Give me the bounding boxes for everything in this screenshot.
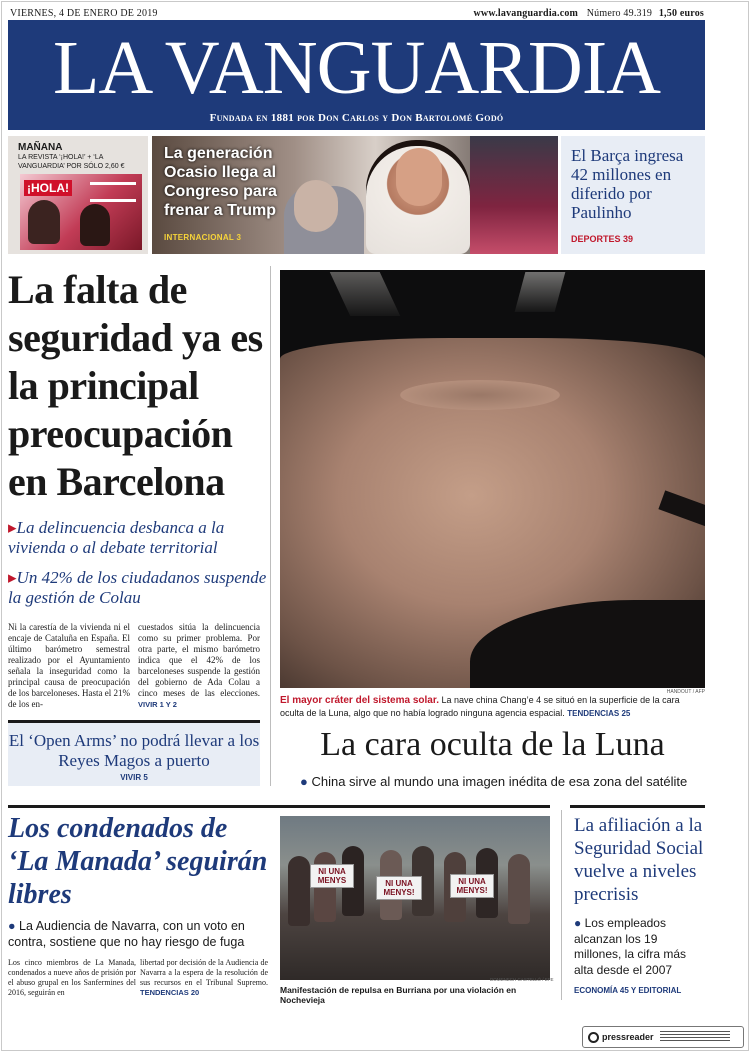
hola-promo[interactable] bbox=[8, 136, 148, 254]
afiliacion-subhead: ● Los empleados alcanzan los 19 millones, la cifra más alta desde el 2007 bbox=[574, 916, 687, 977]
triangle-bullet-icon: ▸ bbox=[8, 518, 17, 537]
moon-caption-lead: El mayor cráter del sistema solar. bbox=[280, 695, 439, 706]
protest-sign: NI UNA MENYS bbox=[310, 864, 354, 888]
pressreader-badge[interactable] bbox=[582, 1026, 744, 1048]
lead-headline[interactable]: La falta de seguridad ya es la principal preocupación en Barcelona bbox=[8, 267, 263, 504]
ocasio-section: INTERNACIONAL 3 bbox=[164, 233, 242, 242]
ocasio-headline: La generación Ocasio llega al Congreso para frenar a Trump bbox=[164, 145, 277, 219]
bullet-dot-icon: ● bbox=[8, 919, 20, 933]
lead-section-ref[interactable]: VIVIR 1 Y 2 bbox=[138, 700, 177, 709]
afiliacion-section[interactable]: ECONOMÍA 45 Y EDITORIAL bbox=[574, 986, 682, 995]
moon-subhead: ● China sirve al mundo una imagen inédita de esa zona del satélite bbox=[300, 774, 688, 789]
triangle-bullet-icon: ▸ bbox=[8, 568, 17, 587]
manada-body-col2: libertad por decisión de la Audiencia de Navarra a la espera de la resolución de sus recursos en el Tribunal Supremo. TENDENCIAS 20 bbox=[140, 958, 268, 997]
moon-caption-text: La nave china Chang’e 4 se situó en la superficie de la cara oculta de la Luna, algo que no había logrado ninguna agencia espacial. bbox=[280, 695, 680, 718]
newspaper-title: LA VANGUARDIA bbox=[52, 26, 661, 110]
manada-body-col1: Los cinco miembros de La Manada, condenados a nueve años de prisión por el abuso grupal en los Sanfermines del 2016, seguirán en bbox=[8, 958, 136, 997]
promo-text: LA REVISTA ‘¡HOLA!’ + ‘LA VANGUARDIA’ POR SÓLO 2,60 € bbox=[18, 154, 125, 170]
manada-headline[interactable]: Los condenados de ‘La Manada’ seguirán libres bbox=[8, 813, 268, 910]
hola-magazine-cover bbox=[20, 174, 142, 250]
manada-section-ref[interactable]: TENDENCIAS 20 bbox=[140, 988, 200, 997]
protest-sign: NI UNA MENYS! bbox=[376, 876, 422, 900]
afiliacion-headline[interactable]: La afiliación a la Seguridad Social vuelve a niveles precrisis bbox=[574, 815, 704, 905]
ocasio-promo[interactable] bbox=[152, 136, 558, 254]
openarms-box[interactable] bbox=[8, 720, 260, 786]
hola-logo: ¡HOLA! bbox=[24, 180, 72, 196]
promo-kicker: MAÑANA bbox=[18, 142, 63, 153]
column-divider bbox=[270, 266, 271, 786]
bullet-dot-icon: ● bbox=[300, 774, 312, 789]
issue-date: VIERNES, 4 DE ENERO DE 2019 bbox=[10, 8, 158, 19]
lead-subhead-2: ▸Un 42% de los ciudadanos suspende la gestión de Colau bbox=[8, 568, 267, 607]
moon-photo[interactable] bbox=[280, 270, 705, 688]
lead-body-col2: cuestados sitúa la delincuencia como su primer problema. Por otra parte, el mismo barómetro indica que el 42% de los barceloneses suspende la gestión del gobierno de Ada Colau a cinco meses de las elecciones. VIVIR 1 Y 2 bbox=[138, 622, 260, 709]
protest-photo-credit: DOMENECH CASTELLÓ / EFE bbox=[490, 977, 554, 982]
barca-headline: El Barça ingresa 42 millones en diferido por Paulinho bbox=[571, 146, 684, 222]
moon-caption-section[interactable]: TENDENCIAS 25 bbox=[567, 709, 631, 718]
openarms-section: VIVIR 5 bbox=[120, 773, 148, 782]
moon-photo-credit: HANDOUT / AFP bbox=[666, 689, 705, 695]
masthead-subtitle: Fundada en 1881 por Don Carlos y Don Bartolomé Godó bbox=[209, 112, 504, 124]
pressreader-label: pressreader bbox=[602, 1032, 654, 1042]
section-rule bbox=[8, 805, 550, 808]
price: 1,50 euros bbox=[658, 8, 704, 19]
moon-headline[interactable]: La cara oculta de la Luna bbox=[320, 726, 665, 763]
top-info bbox=[474, 8, 705, 19]
masthead bbox=[8, 20, 705, 130]
lead-subhead-1: ▸La delincuencia desbanca a la vivienda o al debate territorial bbox=[8, 518, 225, 557]
protest-photo[interactable] bbox=[280, 816, 550, 980]
column-divider bbox=[561, 810, 562, 1000]
section-rule bbox=[570, 805, 705, 808]
bullet-dot-icon: ● bbox=[574, 916, 585, 930]
pressreader-fineprint bbox=[660, 1031, 730, 1043]
protest-sign: NI UNA MENYS! bbox=[450, 874, 494, 898]
lead-body-col1: Ni la carestía de la vivienda ni el encaje de Cataluña en España. El último barómetro semestral realizado por el Ayuntamiento señala la inseguridad como la principal causa de preocupación de los barceloneses. Hasta el 21% de los en- bbox=[8, 622, 130, 709]
moon-caption bbox=[280, 694, 705, 720]
protest-caption: Manifestación de repulsa en Burriana por una violación en Nochevieja bbox=[280, 985, 517, 1005]
pressreader-icon bbox=[588, 1032, 599, 1043]
openarms-headline: El ‘Open Arms’ no podrá llevar a los Reyes Magos a puerto bbox=[8, 731, 260, 770]
manada-subhead: ● La Audiencia de Navarra, con un voto en contra, sostiene que no hay riesgo de fuga bbox=[8, 919, 245, 949]
website-link[interactable]: www.lavanguardia.com bbox=[473, 8, 579, 19]
barca-promo[interactable] bbox=[561, 136, 705, 254]
issue-number: Número 49.319 bbox=[586, 8, 653, 19]
barca-section: DEPORTES 39 bbox=[571, 234, 634, 244]
